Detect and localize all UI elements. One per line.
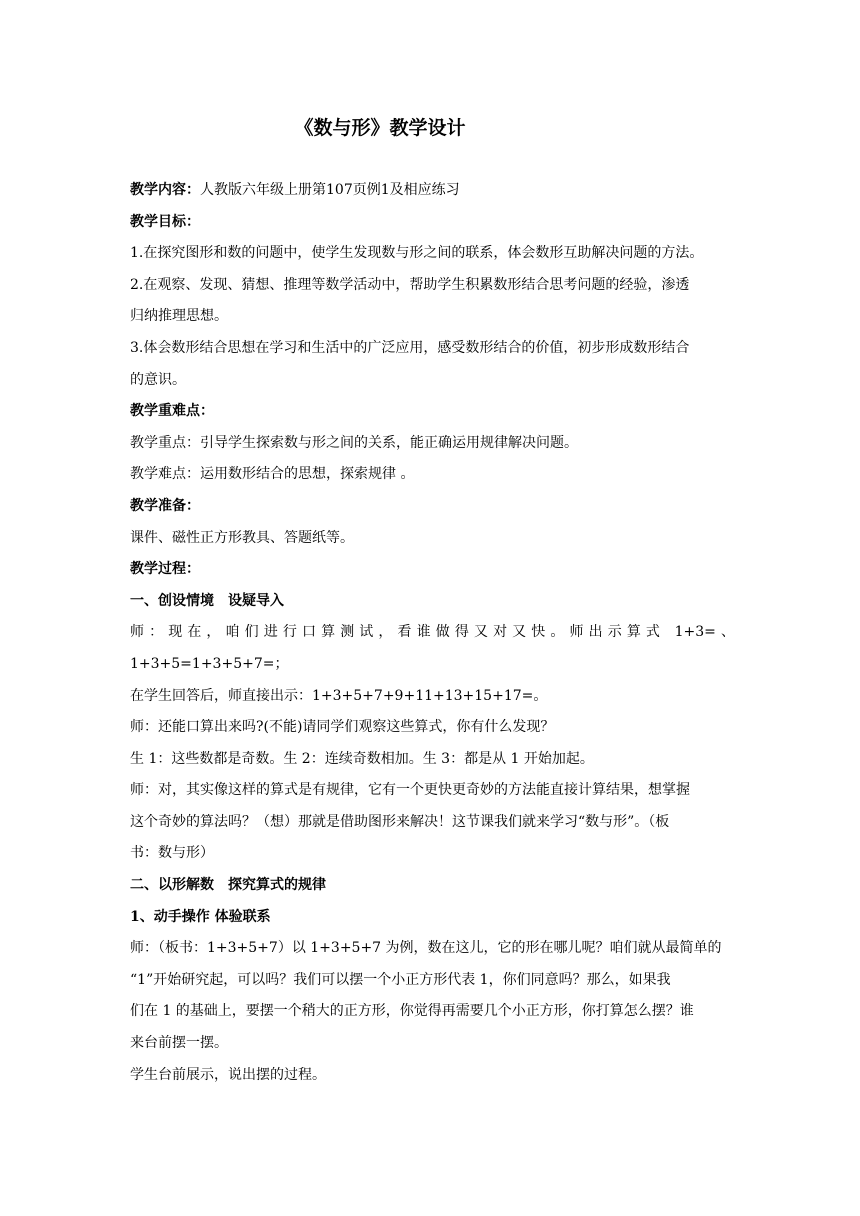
prep-text: 课件、磁性正方形教具、答题纸等。 xyxy=(130,529,354,546)
section-1-heading: 一、创设情境 设疑导入 xyxy=(130,592,284,609)
key-point: 教学重点：引导学生探索数与形之间的关系，能正确运用规律解决问题。 xyxy=(130,434,578,451)
goal-3-line-1: 3.体会数形结合思想在学习和生活中的广泛应用，感受数形结合的价值，初步形成数形结合 xyxy=(130,339,690,356)
paragraph-5-line-3: 们在 1 的基础上，要摆一个稍大的正方形，你觉得再需要几个小正方形，你打算怎么摆？谁 xyxy=(130,1003,694,1020)
key-heading: 教学重难点： xyxy=(130,403,214,420)
paragraph-3: 生 1：这些数都是奇数。生 2：连续奇数相加。生 3：都是从 1 开始加起。 xyxy=(130,750,594,767)
paragraph-5-line-2: “1”开始研究起，可以吗？我们可以摆一个小正方形代表 1，你们同意吗？那么，如果我 xyxy=(130,971,671,988)
difficult-point: 教学难点：运用数形结合的思想，探索规律 。 xyxy=(130,466,415,483)
goals-heading: 教学目标： xyxy=(130,213,200,230)
paragraph-1-line-2: 在学生回答后，师直接出示：1+3+5+7+9+11+13+15+17=。 xyxy=(130,687,548,704)
process-heading: 教学过程： xyxy=(130,561,200,578)
paragraph-5-line-1: 师：（板书：1+3+5+7）以 1+3+5+7 为例，数在这儿，它的形在哪儿呢？咱们就从最简单的 xyxy=(130,940,722,957)
section-2-heading: 二、以形解数 探究算式的规律 xyxy=(130,877,326,894)
subsection-1-heading: 1、动手操作 体验联系 xyxy=(130,908,271,925)
paragraph-6: 学生台前展示，说出摆的过程。 xyxy=(130,1066,326,1083)
content-label: 教学内容： xyxy=(130,182,200,198)
paragraph-1-line-1: 师：现在，咱们进行口算测试，看谁做得又对又快。师出示算式 1+3=、1+3+5=1+3+5+7=； xyxy=(130,624,735,672)
goal-3-line-2: 的意识。 xyxy=(130,371,186,388)
paragraph-5-line-4: 来台前摆一摆。 xyxy=(130,1035,228,1052)
prep-heading: 教学准备： xyxy=(130,497,200,514)
content-text: 人教版六年级上册第107页例1及相应练习 xyxy=(200,182,460,198)
teaching-content xyxy=(130,175,735,207)
goal-2-line-2: 归纳推理思想。 xyxy=(130,308,228,325)
paragraph-4-line-3: 书：数与形） xyxy=(130,845,214,862)
goal-1: 1.在探究图形和数的问题中，使学生发现数与形之间的联系，体会数形互助解决问题的方法。 xyxy=(130,245,704,262)
paragraph-4-line-2: 这个奇妙的算法吗？（想）那就是借助图形来解决！这节课我们就来学习“数与形”。（板 xyxy=(130,813,670,830)
document-title: 《数与形》教学设计 xyxy=(294,117,466,139)
paragraph-4-line-1: 师：对，其实像这样的算式是有规律，它有一个更快更奇妙的方法能直接计算结果，想掌握 xyxy=(130,782,690,799)
paragraph-2: 师：还能口算出来吗?(不能)请同学们观察这些算式，你有什么发现？ xyxy=(130,719,555,736)
document-body xyxy=(130,175,735,1091)
goal-2-line-1: 2.在观察、发现、猜想、推理等数学活动中，帮助学生积累数形结合思考问题的经验，渗透 xyxy=(130,276,690,293)
